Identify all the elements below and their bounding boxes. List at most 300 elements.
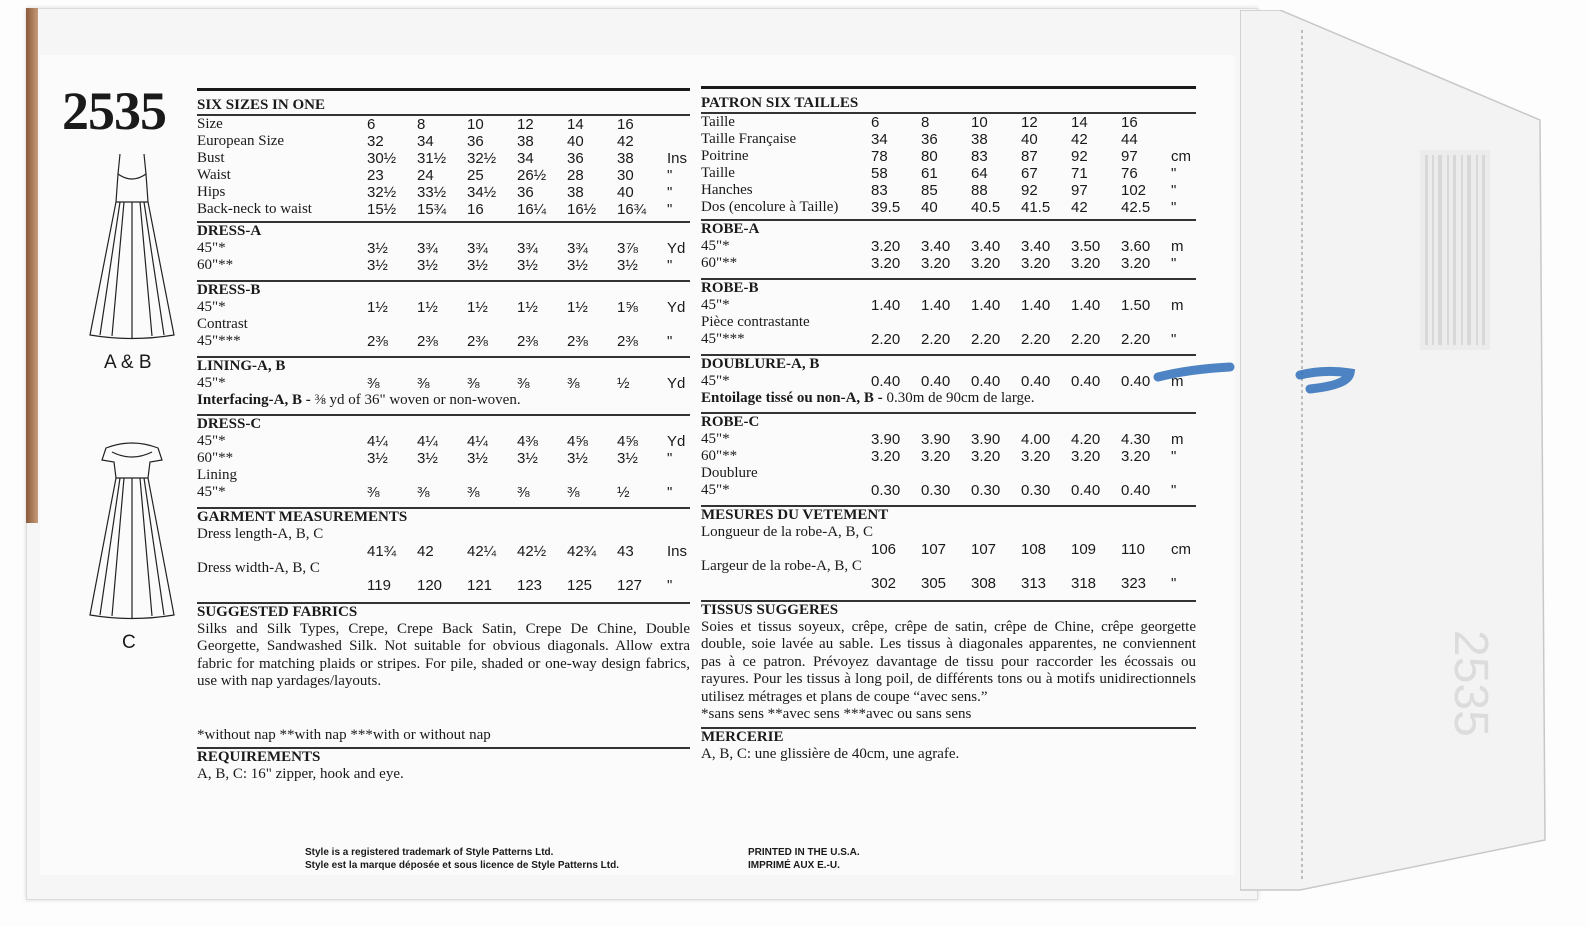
row-value: 1½ bbox=[367, 299, 388, 316]
measure-row bbox=[197, 333, 690, 350]
row-value: 0.30 bbox=[971, 481, 1001, 499]
row-value: 40 bbox=[921, 199, 938, 216]
row-value: 28 bbox=[567, 167, 584, 184]
row-value: 10 bbox=[467, 116, 484, 133]
row-value: 34½ bbox=[467, 184, 497, 201]
measure-row bbox=[701, 114, 1196, 131]
row-value: 0.40 bbox=[1021, 373, 1051, 390]
row-value: 83 bbox=[871, 182, 888, 199]
row-value: 1⅝ bbox=[617, 299, 638, 316]
row-unit: " bbox=[1171, 331, 1177, 348]
row-value: 40.5 bbox=[971, 199, 1001, 216]
measure-row bbox=[701, 255, 1196, 272]
blue-ink-mark bbox=[1150, 355, 1360, 405]
row-value: 3.40 bbox=[971, 238, 1001, 255]
row-value: ⅜ bbox=[367, 375, 380, 392]
row-value: 3.20 bbox=[971, 255, 1001, 272]
measure-row bbox=[197, 375, 690, 392]
row-value: 3.90 bbox=[921, 430, 951, 448]
row-value: ⅜ bbox=[567, 483, 580, 501]
size-title: SIX SIZES IN ONE bbox=[197, 97, 325, 113]
row-value: 0.30 bbox=[921, 481, 951, 499]
row-unit: " bbox=[1171, 182, 1177, 199]
row-value: 78 bbox=[871, 148, 888, 165]
row-value: 3.20 bbox=[971, 447, 1001, 465]
measure-row bbox=[197, 184, 690, 201]
interfacing-label: Interfacing-A, B - bbox=[197, 392, 315, 408]
row-value: 16 bbox=[617, 116, 634, 133]
row-label: 45"* bbox=[701, 373, 730, 389]
mercerie-title: MERCERIE bbox=[701, 728, 784, 745]
row-value: 34 bbox=[417, 133, 434, 150]
robe-b-table bbox=[701, 297, 1196, 348]
row-value: 14 bbox=[1071, 114, 1088, 131]
row-value: 16¾ bbox=[617, 201, 647, 218]
figure-c-caption: C bbox=[122, 632, 136, 653]
row-value: 38 bbox=[567, 184, 584, 201]
row-label: Hanches bbox=[701, 182, 753, 198]
row-value: ⅜ bbox=[417, 375, 430, 392]
row-value: 3.20 bbox=[1121, 447, 1151, 465]
row-value: ⅜ bbox=[517, 483, 530, 501]
row-label: Taille Française bbox=[701, 131, 797, 147]
row-value: 125 bbox=[567, 576, 593, 594]
row-unit: " bbox=[667, 333, 673, 350]
row-value: 3.50 bbox=[1071, 238, 1101, 255]
row-value: 1.40 bbox=[921, 297, 951, 314]
row-value: ½ bbox=[617, 483, 630, 501]
row-value: 3.90 bbox=[871, 430, 901, 448]
dress-c-illustration bbox=[82, 430, 182, 625]
entoilage-line bbox=[701, 390, 1196, 408]
top-rule bbox=[701, 86, 1196, 89]
measure-row bbox=[701, 182, 1196, 199]
row-unit: " bbox=[1171, 199, 1177, 216]
row-value: 42¼ bbox=[467, 542, 497, 560]
row-value: 40 bbox=[617, 184, 634, 201]
row-value: 67 bbox=[1021, 165, 1038, 182]
row-value: 36 bbox=[567, 150, 584, 167]
row-value: 1.50 bbox=[1121, 297, 1151, 314]
row-value: 108 bbox=[1021, 540, 1047, 558]
row-value: 2⅜ bbox=[417, 333, 438, 350]
row-value: 36 bbox=[921, 131, 938, 148]
measure-row bbox=[701, 238, 1196, 255]
row-value: 6 bbox=[871, 114, 880, 131]
row-label: Poitrine bbox=[701, 148, 749, 164]
measure-row bbox=[701, 465, 1196, 482]
row-value: 2.20 bbox=[871, 331, 901, 348]
row-label: 45"* bbox=[197, 432, 226, 449]
row-value: 58 bbox=[871, 165, 888, 182]
row-value: ⅜ bbox=[417, 483, 430, 501]
row-value: ⅜ bbox=[367, 483, 380, 501]
row-value: 3½ bbox=[567, 449, 588, 467]
row-label: 45"* bbox=[197, 483, 226, 500]
row-label: 60"** bbox=[197, 449, 234, 466]
row-value: 1.40 bbox=[1021, 297, 1051, 314]
row-value: 323 bbox=[1121, 574, 1147, 592]
row-value: 3½ bbox=[417, 449, 438, 467]
row-value: 120 bbox=[417, 576, 443, 594]
row-label: Taille bbox=[701, 114, 735, 130]
dress-a-table bbox=[197, 240, 690, 274]
row-value: 1½ bbox=[517, 299, 538, 316]
row-value: 3½ bbox=[617, 449, 638, 467]
row-value: 16½ bbox=[567, 201, 597, 218]
row-unit: " bbox=[667, 184, 673, 201]
row-label: 45"*** bbox=[197, 333, 241, 349]
row-value: 61 bbox=[921, 165, 938, 182]
row-value: 1½ bbox=[567, 299, 588, 316]
row-value: 0.40 bbox=[1121, 481, 1151, 499]
row-value: 85 bbox=[921, 182, 938, 199]
measure-row bbox=[701, 131, 1196, 148]
row-value: 16¼ bbox=[517, 201, 547, 218]
row-value: 40 bbox=[567, 133, 584, 150]
row-unit: " bbox=[1171, 447, 1177, 465]
doublure-table bbox=[701, 373, 1196, 390]
row-value: 2.20 bbox=[971, 331, 1001, 348]
row-value: 23 bbox=[367, 167, 384, 184]
row-value: 3.20 bbox=[921, 447, 951, 465]
row-value: 3¾ bbox=[467, 240, 488, 257]
row-unit: " bbox=[1171, 481, 1177, 499]
row-value: 32½ bbox=[367, 184, 397, 201]
row-value: 123 bbox=[517, 576, 543, 594]
measure-row bbox=[197, 543, 690, 560]
row-value: 4.20 bbox=[1071, 430, 1101, 448]
dress-a-title: DRESS-A bbox=[197, 223, 262, 239]
row-value: 42 bbox=[617, 133, 634, 150]
measure-row bbox=[701, 482, 1196, 499]
row-value: 34 bbox=[517, 150, 534, 167]
measure-row bbox=[701, 575, 1196, 592]
printed-en: PRINTED IN THE U.S.A. bbox=[748, 847, 860, 858]
measure-row bbox=[197, 133, 690, 150]
row-value: 32 bbox=[367, 133, 384, 150]
tissus-title: TISSUS SUGGERES bbox=[701, 601, 839, 618]
row-value: 92 bbox=[1021, 182, 1038, 199]
row-value: 92 bbox=[1071, 148, 1088, 165]
row-label: Bust bbox=[197, 150, 225, 166]
row-label: 45"* bbox=[197, 240, 226, 256]
row-value: ⅜ bbox=[567, 375, 580, 392]
row-unit: " bbox=[667, 483, 673, 501]
doublure-title: DOUBLURE-A, B bbox=[701, 356, 820, 372]
mesures-table bbox=[701, 524, 1196, 592]
row-label: Lining bbox=[197, 466, 237, 483]
row-label: Taille bbox=[701, 165, 735, 181]
row-label: 45"* bbox=[197, 299, 226, 315]
row-value: 3.20 bbox=[1071, 447, 1101, 465]
row-unit: m bbox=[1171, 430, 1184, 448]
row-value: 102 bbox=[1121, 182, 1147, 199]
measure-row bbox=[701, 314, 1196, 331]
row-value: 4⅝ bbox=[567, 432, 588, 450]
interfacing-line bbox=[197, 392, 690, 410]
row-value: 3¾ bbox=[517, 240, 538, 257]
measure-row bbox=[701, 448, 1196, 465]
row-label: 60"** bbox=[701, 255, 738, 271]
row-label: 45"*** bbox=[701, 331, 745, 347]
row-unit: " bbox=[1171, 255, 1177, 272]
mercerie-text: A, B, C: une glissière de 40cm, une agrafe. bbox=[701, 745, 960, 762]
row-value: ⅜ bbox=[467, 375, 480, 392]
row-value: 302 bbox=[871, 574, 897, 592]
row-label: Doublure bbox=[701, 464, 758, 481]
row-value: 110 bbox=[1121, 540, 1145, 558]
style-number: 2535 bbox=[62, 81, 166, 141]
row-unit: " bbox=[667, 201, 673, 218]
row-value: 2.20 bbox=[1071, 331, 1101, 348]
printed-fr: IMPRIMÉ AUX E.-U. bbox=[748, 860, 840, 871]
row-value: 308 bbox=[971, 574, 997, 592]
row-value: 3½ bbox=[517, 449, 538, 467]
row-value: 0.40 bbox=[871, 373, 901, 390]
row-label: Size bbox=[197, 116, 223, 132]
row-value: 0.40 bbox=[971, 373, 1001, 390]
row-value: 4¼ bbox=[417, 432, 438, 450]
row-value: 26½ bbox=[517, 167, 547, 184]
row-label: 60"** bbox=[197, 257, 234, 273]
row-value: 0.40 bbox=[921, 373, 951, 390]
dress-c-title: DRESS-C bbox=[197, 415, 262, 432]
trademark-fr: Style est la marque déposée et sous licence de Style Patterns Ltd. bbox=[305, 860, 620, 871]
row-value: 25 bbox=[467, 167, 484, 184]
row-value: 3½ bbox=[367, 240, 388, 257]
garment-title: GARMENT MEASUREMENTS bbox=[197, 508, 408, 525]
row-label: European Size bbox=[197, 133, 285, 149]
size-table-fr bbox=[701, 114, 1196, 216]
measure-row bbox=[197, 526, 690, 543]
trademark-en: Style is a registered trademark of Style Patterns Ltd. bbox=[305, 847, 554, 858]
row-value: 3.20 bbox=[1121, 255, 1151, 272]
row-label: 45"* bbox=[701, 481, 730, 498]
row-label: Back-neck to waist bbox=[197, 201, 312, 217]
fabrics-title: SUGGESTED FABRICS bbox=[197, 603, 358, 620]
robe-a-title: ROBE-A bbox=[701, 221, 760, 237]
row-value: 15½ bbox=[367, 201, 397, 218]
row-value: 1½ bbox=[467, 299, 488, 316]
row-value: 107 bbox=[921, 540, 947, 558]
dress-b-table bbox=[197, 299, 690, 350]
row-value: 41.5 bbox=[1021, 199, 1051, 216]
requirements-title: REQUIREMENTS bbox=[197, 749, 321, 765]
row-value: 42 bbox=[417, 542, 434, 560]
row-label: 60"** bbox=[701, 447, 738, 464]
row-value: 88 bbox=[971, 182, 988, 199]
row-value: 4.30 bbox=[1121, 430, 1151, 448]
row-value: 121 bbox=[467, 576, 493, 594]
row-value: 16 bbox=[467, 201, 484, 218]
size-table bbox=[197, 116, 690, 218]
row-value: 3½ bbox=[517, 257, 538, 274]
measure-row bbox=[197, 484, 690, 501]
row-value: 119 bbox=[367, 576, 391, 594]
measure-row bbox=[197, 467, 690, 484]
row-value: 2⅜ bbox=[467, 333, 488, 350]
row-label: 45"* bbox=[197, 375, 226, 391]
figure-ab-caption: A & B bbox=[104, 352, 152, 373]
robe-b-title: ROBE-B bbox=[701, 280, 759, 296]
row-unit: Ins bbox=[667, 542, 688, 560]
row-value: 3.20 bbox=[1021, 447, 1051, 465]
row-value: 2.20 bbox=[1021, 331, 1051, 348]
row-unit: Yd bbox=[667, 375, 686, 392]
row-value: 1.40 bbox=[871, 297, 901, 314]
row-value: 38 bbox=[971, 131, 988, 148]
measure-row bbox=[701, 297, 1196, 314]
tissus-text: Soies et tissus soyeux, crêpe, crêpe de satin, crêpe de Chine, crêpe georgette double, soie lavée au sable. Les tissus à diagonales apparentes, ne conviennent pas à ce patron. Prévoyez davantage de tissu pour raccorder les écossais ou rayures. Pour les tissus à long poil, de différents tons ou à motifs unidirectionnels utilisez métrages et plans de coupe “avec sens.” bbox=[701, 618, 1196, 705]
row-value: 0.40 bbox=[1071, 481, 1101, 499]
row-value: 15¾ bbox=[417, 201, 447, 218]
measure-row bbox=[701, 199, 1196, 216]
measure-row bbox=[197, 577, 690, 594]
row-value: 0.40 bbox=[1121, 373, 1151, 390]
row-value: 36 bbox=[467, 133, 484, 150]
measure-row bbox=[197, 257, 690, 274]
row-value: 3.20 bbox=[871, 255, 901, 272]
row-value: 4¼ bbox=[367, 432, 388, 450]
row-value: 38 bbox=[617, 150, 634, 167]
row-value: 97 bbox=[1071, 182, 1088, 199]
row-value: 42.5 bbox=[1121, 199, 1151, 216]
row-value: 80 bbox=[921, 148, 938, 165]
measure-row bbox=[701, 524, 1196, 541]
row-unit: m bbox=[1171, 238, 1184, 255]
row-value: 2⅜ bbox=[567, 333, 588, 350]
svg-text:2535: 2535 bbox=[1444, 630, 1497, 737]
row-value: 0.30 bbox=[871, 481, 901, 499]
measure-row bbox=[701, 373, 1196, 390]
row-label: 45"* bbox=[701, 297, 730, 313]
row-value: 3.20 bbox=[1071, 255, 1101, 272]
measure-row bbox=[197, 450, 690, 467]
row-value: 318 bbox=[1071, 574, 1097, 592]
footer-printed bbox=[748, 846, 860, 872]
row-value: 2⅜ bbox=[617, 333, 638, 350]
dress-c-table bbox=[197, 433, 690, 501]
nap-note: *without nap **with nap ***with or without nap bbox=[197, 726, 491, 743]
row-value: 30 bbox=[617, 167, 634, 184]
row-value: 31½ bbox=[417, 150, 447, 167]
interfacing-text: ⅜ yd of 36" woven or non-woven. bbox=[314, 392, 521, 408]
row-value: 6 bbox=[367, 116, 376, 133]
row-value: 3½ bbox=[617, 257, 638, 274]
row-value: 43 bbox=[617, 542, 634, 560]
row-value: 64 bbox=[971, 165, 988, 182]
measure-row bbox=[701, 558, 1196, 575]
row-value: 1.40 bbox=[1071, 297, 1101, 314]
row-value: 4.00 bbox=[1021, 430, 1051, 448]
measure-row bbox=[701, 331, 1196, 348]
row-value: 12 bbox=[517, 116, 534, 133]
row-unit: m bbox=[1171, 373, 1184, 390]
row-value: ½ bbox=[617, 375, 630, 392]
envelope-flap bbox=[1240, 10, 1550, 900]
row-unit: Yd bbox=[667, 432, 686, 450]
row-label: Dos (encolure à Taille) bbox=[701, 199, 839, 215]
measure-row bbox=[701, 541, 1196, 558]
row-value: 2⅜ bbox=[367, 333, 388, 350]
row-value: 10 bbox=[971, 114, 988, 131]
row-value: 36 bbox=[517, 184, 534, 201]
row-unit: Yd bbox=[667, 299, 686, 316]
row-label: 45"* bbox=[701, 430, 730, 447]
row-value: 2⅜ bbox=[517, 333, 538, 350]
row-value: 2.20 bbox=[921, 331, 951, 348]
row-value: 71 bbox=[1071, 165, 1088, 182]
row-value: 0.40 bbox=[1071, 373, 1101, 390]
row-value: 3.20 bbox=[1021, 255, 1051, 272]
measure-row bbox=[197, 316, 690, 333]
row-value: 83 bbox=[971, 148, 988, 165]
row-unit: " bbox=[667, 576, 673, 594]
robe-a-table bbox=[701, 238, 1196, 272]
mesures-title: MESURES DU VETEMENT bbox=[701, 506, 889, 523]
measure-row bbox=[197, 240, 690, 257]
row-value: 32½ bbox=[467, 150, 497, 167]
measure-row bbox=[197, 433, 690, 450]
row-label: Hips bbox=[197, 184, 226, 200]
row-value: 42 bbox=[1071, 131, 1088, 148]
measure-row bbox=[701, 148, 1196, 165]
entoilage-text: 0.30m de 90cm de large. bbox=[886, 390, 1035, 406]
size-title-fr: PATRON SIX TAILLES bbox=[701, 95, 859, 111]
row-value: 97 bbox=[1121, 148, 1138, 165]
row-unit: " bbox=[667, 167, 673, 184]
row-value: 3.90 bbox=[971, 430, 1001, 448]
row-value: 39.5 bbox=[871, 199, 901, 216]
lining-title: LINING-A, B bbox=[197, 358, 286, 374]
row-unit: cm bbox=[1171, 540, 1191, 558]
row-value: 76 bbox=[1121, 165, 1138, 182]
row-value: 3½ bbox=[467, 257, 488, 274]
measure-row bbox=[197, 299, 690, 316]
row-value: 3¾ bbox=[567, 240, 588, 257]
garment-table bbox=[197, 526, 690, 594]
measure-row bbox=[197, 201, 690, 218]
row-value: 8 bbox=[417, 116, 426, 133]
row-value: 3.20 bbox=[871, 238, 901, 255]
row-unit: Ins bbox=[667, 150, 688, 167]
row-value: 42¾ bbox=[567, 542, 597, 560]
row-unit: cm bbox=[1171, 148, 1191, 165]
row-label: Dress length-A, B, C bbox=[197, 525, 324, 542]
entoilage-label: Entoilage tissé ou non-A, B - bbox=[701, 390, 887, 406]
row-value: 109 bbox=[1071, 540, 1097, 558]
measure-row bbox=[197, 150, 690, 167]
row-value: 3½ bbox=[567, 257, 588, 274]
envelope-edge-strip bbox=[26, 8, 38, 523]
row-value: 1.40 bbox=[971, 297, 1001, 314]
dress-b-title: DRESS-B bbox=[197, 282, 261, 298]
row-unit: " bbox=[1171, 165, 1177, 182]
row-value: 0.30 bbox=[1021, 481, 1051, 499]
row-value: 127 bbox=[617, 576, 643, 594]
french-column bbox=[701, 86, 1196, 763]
row-unit: " bbox=[667, 449, 673, 467]
row-value: 3.60 bbox=[1121, 238, 1151, 255]
row-label: Longueur de la robe-A, B, C bbox=[701, 523, 874, 540]
row-value: 3.40 bbox=[1021, 238, 1051, 255]
row-value: 2.20 bbox=[1121, 331, 1151, 348]
english-column bbox=[197, 88, 690, 784]
row-label: Pièce contrastante bbox=[701, 314, 810, 330]
row-value: 12 bbox=[1021, 114, 1038, 131]
row-value: 41¾ bbox=[367, 542, 397, 560]
